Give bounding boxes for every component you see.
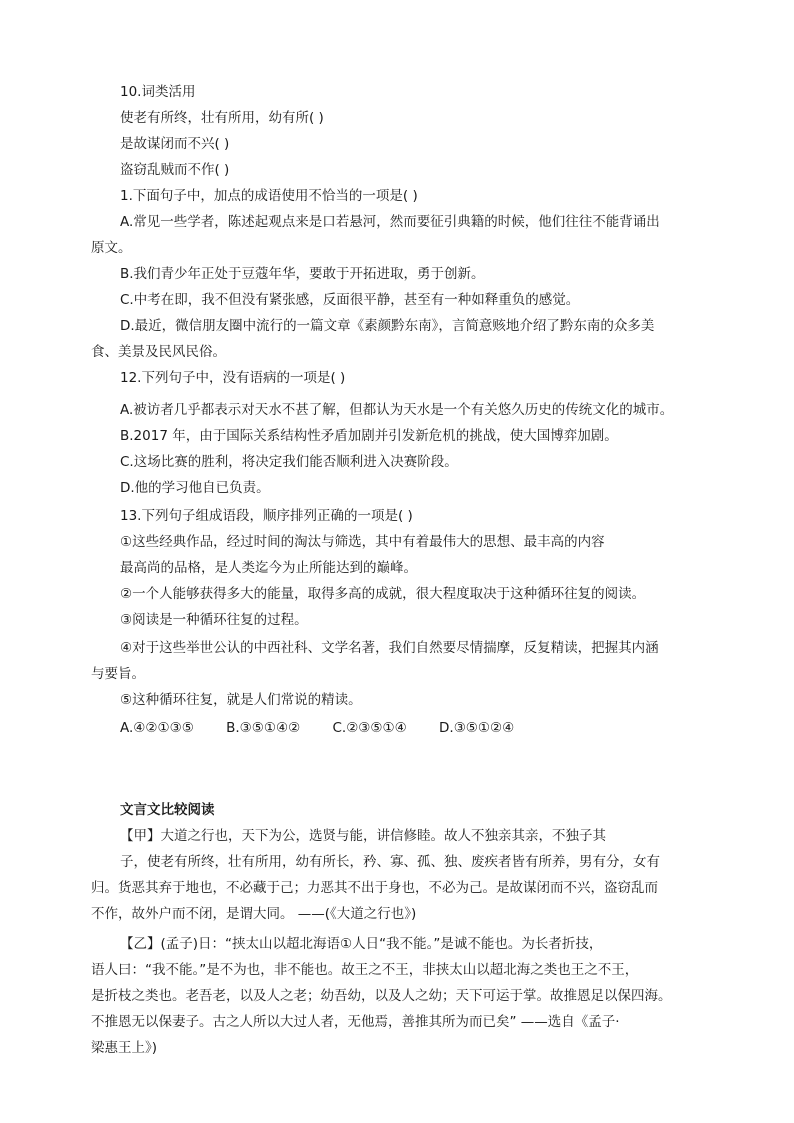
q13-option-d: D.③⑤①②④ [439,720,515,736]
q11-option-a-cont: 原文。 [91,240,132,256]
q13-sentence-1-cont: 最高尚的品格，是人类迄今为止所能达到的巅峰。 [120,560,417,576]
reading-jia-4: 不作，故外户而不闭，是谓大同。 ——(《大道之行也》) [91,906,417,922]
reading-jia-3: 归。货恶其弃于地也，不必藏于己；力恶其不出于身也，不必为己。是故谋闭而不兴，盗窃乱而 [91,880,658,896]
q13-sentence-4: ④对于这些举世公认的中西社科、文学名著，我们自然要尽情揣摩，反复精读，把握其内涵 [120,640,659,656]
reading-yi-1: 【乙】(孟子)日：“挟太山以超北海语①人日“我不能。”是诚不能也。为长者折技， [120,936,603,952]
reading-jia-2: 子，使老有所终，壮有所用，幼有所长，矜、寡、孤、独、废疾者皆有所养，男有分，女有 [120,854,660,870]
q11-option-d: D.最近，微信朋友圈中流行的一篇文章《素颜黔东南》，言简意赅地介绍了黔东南的众多美 [120,318,655,334]
q11-option-a: A.常见一些学者，陈述起观点来是口若悬河，然而要征引典籍的时候，他们往往不能背诵出 [120,214,660,230]
q13-sentence-4-cont: 与要旨。 [91,666,145,682]
q13-options [120,718,514,738]
q11-option-d-cont: 食、美景及民风民俗。 [91,344,226,360]
q12-option-c: C.这场比赛的胜利，将决定我们能否顺利进入决赛阶段。 [120,454,458,470]
q10-title: 10.词类活用 [120,84,196,100]
reading-yi-2: 语人曰：“我不能。”是不为也，非不能也。故王之不王，非挟太山以超北海之类也王之不王， [91,962,639,978]
q13-sentence-1: ①这些经典作品，经过时间的淘汰与筛选，其中有着最伟大的思想、最丰高的内容 [120,534,605,550]
q11-option-b: B.我们青少年正处于豆蔻年华，要敢于开拓进取，勇于创新。 [120,266,485,282]
q13-option-c: C.②③⑤①④ [332,720,407,736]
reading-yi-3: 是折枝之类也。老吾老，以及人之老；幼吾幼，以及人之幼；天下可运于掌。故推恩足以保四海。 [91,988,672,1004]
q12-option-d: D.他的学习他自已负责。 [120,480,270,496]
q10-line-2: 是故谋闭而不兴( ) [120,136,230,152]
reading-yi-4: 不推恩无以保妻子。古之人所以大过人者，无他焉，善推其所为而已矣” ——选自《孟子· [91,1014,620,1030]
q12-option-b: B.2017 年，由于国际关系结构性矛盾加剧并引发新危机的挑战，使大国博弈加剧。 [120,428,618,444]
q13-option-b: B.③⑤①④② [226,720,301,736]
q10-line-3: 盗窃乱贼而不作( ) [120,162,230,178]
reading-title: 文言文比较阅读 [120,802,215,818]
reading-yi-5: 梁惠王上》) [91,1040,158,1056]
q12-stem: 12.下列句子中，没有语病的一项是( ) [120,370,346,386]
q13-sentence-5: ⑤这种循环往复，就是人们常说的精读。 [120,692,362,708]
q11-stem: 1.下面句子中，加点的成语使用不恰当的一项是( ) [120,188,418,204]
q10-line-1: 使老有所终，壮有所用，幼有所( ) [120,110,324,126]
q13-option-a: A.④②①③⑤ [120,720,194,736]
q13-stem: 13.下列句子组成语段，顺序排列正确的一项是( ) [120,508,413,524]
q13-sentence-2: ②一个人能够获得多大的能量，取得多高的成就，很大程度取决于这种循环往复的阅读。 [120,586,646,602]
q13-sentence-3: ③阅读是一种循环往复的过程。 [120,612,308,628]
reading-jia-1: 【甲】大道之行也，天下为公，选贤与能，讲信修睦。故人不独亲其亲，不独子其 [120,828,606,844]
q12-option-a: A.被访者几乎都表示对天水不甚了解，但都认为天水是一个有关悠久历史的传统文化的城市。 [120,402,674,418]
q11-option-c: C.中考在即，我不但没有紧张感，反面很平静，甚至有一种如释重负的感觉。 [120,292,580,308]
